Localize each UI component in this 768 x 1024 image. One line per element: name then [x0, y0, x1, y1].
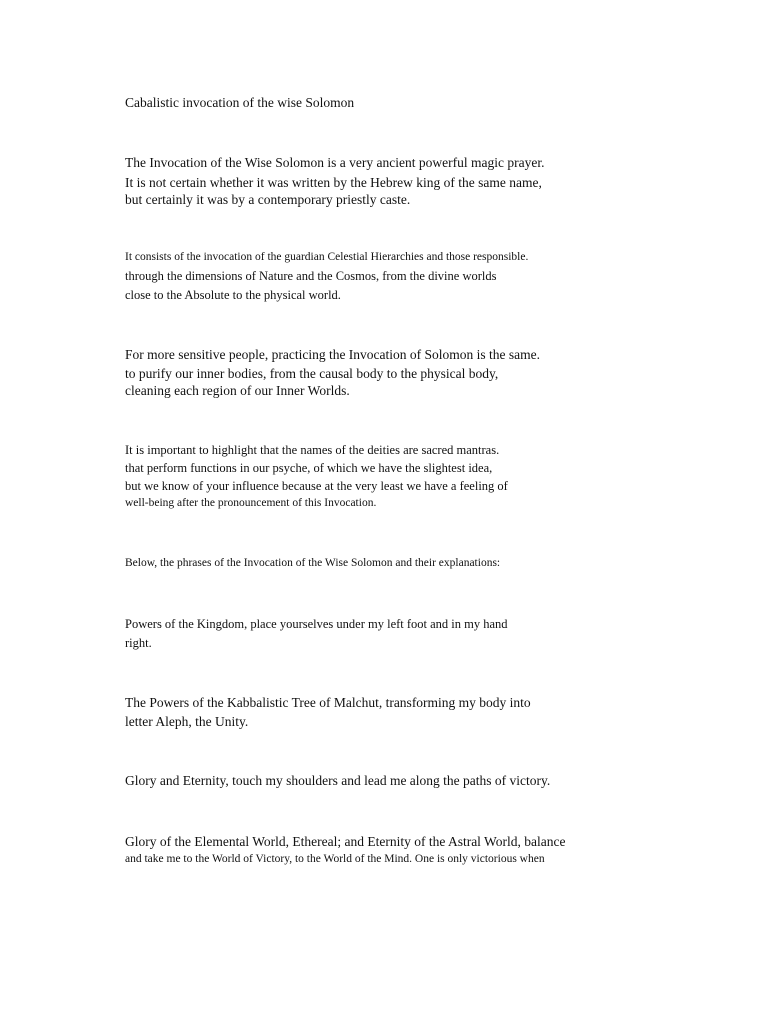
paragraph-6-line-1: Powers of the Kingdom, place yourselves under my left foot and in my hand: [125, 617, 508, 631]
paragraph-3-line-2: to purify our inner bodies, from the causal body to the physical body,: [125, 366, 499, 381]
paragraph-7-line-2: letter Aleph, the Unity.: [125, 714, 249, 729]
paragraph-4-line-1: It is important to highlight that the names of the deities are sacred mantras.: [125, 443, 500, 457]
paragraph-1-line-2: It is not certain whether it was written by the Hebrew king of the same name,: [125, 175, 542, 190]
paragraph-8-line-1: Glory and Eternity, touch my shoulders and lead me along the paths of victory.: [125, 773, 551, 788]
paragraph-1-line-3: but certainly it was by a contemporary priestly caste.: [125, 192, 411, 207]
paragraph-2-line-1: It consists of the invocation of the guardian Celestial Hierarchies and those responsible.: [125, 251, 529, 263]
paragraph-4-line-3: but we know of your influence because at the very least we have a feeling of: [125, 479, 508, 493]
paragraph-2-line-3: close to the Absolute to the physical world.: [125, 288, 341, 302]
paragraph-6-line-2: right.: [125, 636, 152, 650]
paragraph-5-line-1: Below, the phrases of the Invocation of the Wise Solomon and their explanations:: [125, 557, 501, 569]
document-title: Cabalistic invocation of the wise Solomon: [125, 95, 355, 110]
paragraph-2-line-2: through the dimensions of Nature and the Cosmos, from the divine worlds: [125, 269, 497, 283]
paragraph-3-line-1: For more sensitive people, practicing the Invocation of Solomon is the same.: [125, 347, 541, 362]
paragraph-4-line-4: well-being after the pronouncement of this Invocation.: [125, 497, 377, 509]
paragraph-9-line-1: Glory of the Elemental World, Ethereal; and Eternity of the Astral World, balance: [125, 834, 566, 849]
paragraph-3-line-3: cleaning each region of our Inner Worlds.: [125, 383, 350, 398]
paragraph-9-line-2: and take me to the World of Victory, to the World of the Mind. One is only victorious when: [125, 853, 545, 865]
paragraph-7-line-1: The Powers of the Kabbalistic Tree of Malchut, transforming my body into: [125, 695, 531, 710]
paragraph-1-line-1: The Invocation of the Wise Solomon is a very ancient powerful magic prayer.: [125, 155, 545, 170]
paragraph-4-line-2: that perform functions in our psyche, of which we have the slightest idea,: [125, 461, 493, 475]
